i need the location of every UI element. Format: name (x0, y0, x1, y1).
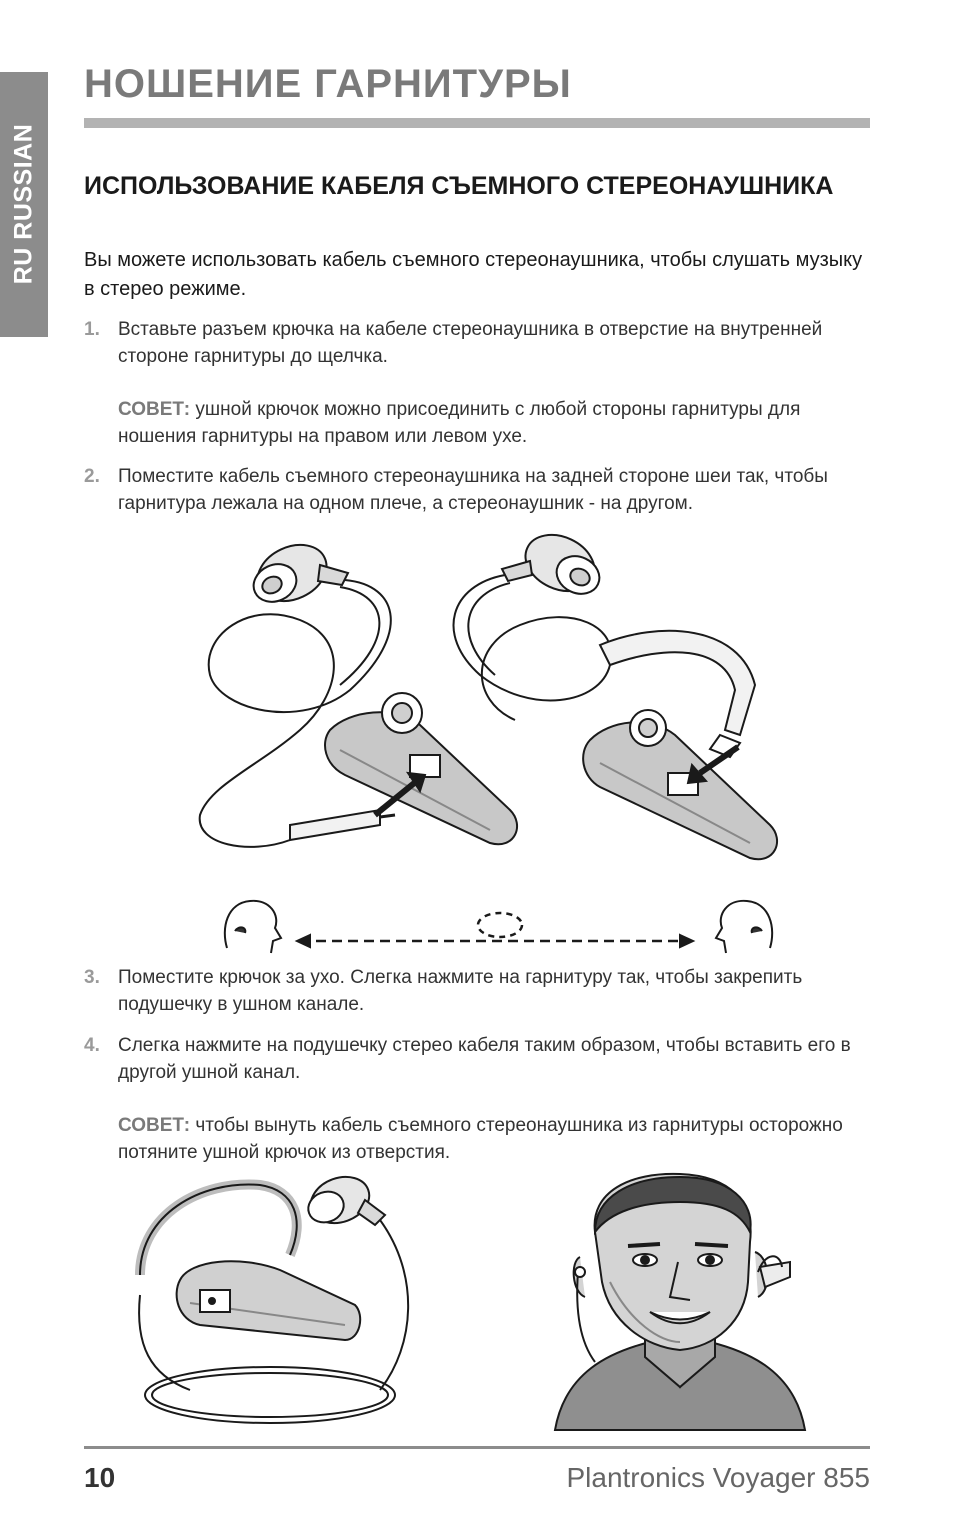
arrow-left-head (297, 935, 310, 947)
title-rule (84, 118, 870, 128)
step-text: Слегка нажмите на подушечку стерео кабеля таким образом, чтобы вставить его в другой ушной канал. (118, 1035, 851, 1083)
step-text: Поместите кабель съемного стереонаушника на задней стороне шеи так, чтобы гарнитура лежала на одном плече, а стереонаушник - на другом. (118, 466, 828, 514)
cable-attachment-illustration (180, 525, 800, 875)
arrow-right-head (680, 935, 693, 947)
head-orientation-illustration (215, 893, 785, 963)
footer-rule (84, 1446, 870, 1449)
neck-loop-icon (478, 913, 522, 937)
tip-text: ушной крючок можно присоединить с любой стороны гарнитуры для ношения гарнитуры на правом или левом ухе. (118, 399, 801, 447)
page-number: 10 (84, 1462, 116, 1493)
right-head-profile-icon (716, 901, 772, 953)
step-text: Поместите крючок за ухо. Слегка нажмите на гарнитуру так, чтобы закрепить подушечку в ушном канале. (118, 967, 803, 1015)
step-1 (84, 316, 864, 370)
right-earbud-icon (502, 525, 606, 602)
step-text: Вставьте разъем крючка на кабеле стереонаушника в отверстие на внутренней стороне гарнитуры до щелчка. (118, 319, 823, 367)
step-number: 3. (84, 967, 100, 988)
tip-label: СОВЕТ: (118, 1115, 191, 1136)
right-headset-icon (583, 710, 777, 859)
earbud-icon (304, 1175, 385, 1231)
tip-2 (118, 1112, 868, 1166)
headset-with-cable-illustration (130, 1175, 420, 1430)
intro-paragraph: Вы можете использовать кабель съемного стереонаушника, чтобы слушать музыку в стерео режиме. (84, 249, 863, 300)
product-name: Plantronics Voyager 855 (566, 1462, 870, 1493)
left-earbud-icon (247, 534, 348, 612)
tip-text: чтобы вынуть кабель съемного стереонаушника из гарнитуры осторожно потяните ушной крючок из отверстия. (118, 1115, 843, 1163)
tip-label: СОВЕТ: (118, 399, 191, 420)
language-label: RU RUSSIAN (9, 123, 38, 285)
step-number: 1. (84, 319, 100, 340)
tip-1 (118, 396, 868, 450)
section-title: ИСПОЛЬЗОВАНИЕ КАБЕЛЯ СЪЕМНОГО СТЕРЕОНАУШНИКА (84, 172, 834, 200)
headset-icon (177, 1261, 361, 1340)
step-number: 2. (84, 466, 100, 487)
step-number: 4. (84, 1035, 100, 1056)
face-icon (595, 1174, 751, 1350)
page-title: НОШЕНИЕ ГАРНИТУРЫ (84, 62, 572, 106)
language-side-tab (0, 72, 48, 337)
left-head-profile-icon (225, 901, 281, 953)
step-2 (84, 463, 864, 517)
person-wearing-headset-illustration (550, 1172, 810, 1434)
step-3 (84, 964, 864, 1018)
step-4 (84, 1032, 864, 1086)
